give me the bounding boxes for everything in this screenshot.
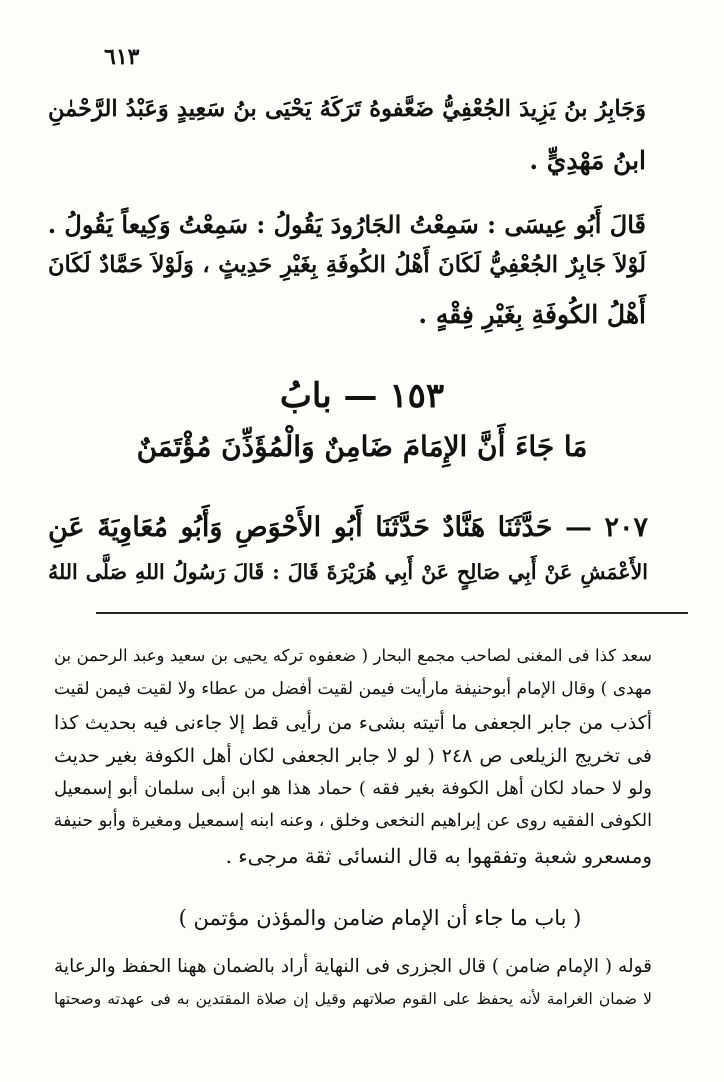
hadith-line: ٢٠٧ — حَدَّثَنَا هَنَّادٌ حَدَّثَنَا أَبُو الأَحْوَصِ وَأَبُو مُعَاوِيَةَ عَنِ (48, 512, 648, 543)
footnote-separator (96, 612, 688, 614)
footnote-line: مهدى ) وقال الإمام أبوحنيفة مارأيت فيمن لقيت أفضل من عطاء ولا لقيت فيمن لقيت (54, 679, 652, 699)
main-text-line: ابنُ مَهْدِيٍّ . (529, 146, 646, 175)
main-text-line: قَالَ أَبُو عِيسَى : سَمِعْتُ الجَارُودَ يَقُولُ : سَمِعْتُ وَكِيعاً يَقُولُ . (47, 210, 646, 239)
footnote-line: لا ضمان الغرامة لأنه يحفظ على القوم صلاتهم وقيل إن صلاة المقتدين به فى عهدته وصحتها (54, 990, 652, 1008)
footnote-line: سعد كذا فى المغنى لصاحب مجمع البحار ( ضعفوه تركه يحيى بن سعيد وعبد الرحمن بن (54, 646, 652, 665)
main-text-line: أَهْلُ الكُوفَةِ بِغَيْرِ فِقْهٍ . (418, 300, 646, 329)
hadith-line: الأَعْمَشِ عَنْ أَبِي صَالِحٍ عَنْ أَبِي هُرَيْرَةَ قَالَ : قَالَ رَسُولُ اللهِ صَلَّى اللهُ (48, 560, 648, 584)
footnote-line: ولو لا حماد لكان أهل الكوفة بغير فقه ) حماد هذا هو ابن أبى سلمان أبو إسمعيل (54, 778, 652, 799)
footnote-line: ومسعرو شعبة وتفقهوا به قال النسائى ثقة مرجىء . (225, 844, 652, 868)
footnote-line: قوله ( الإمام ضامن ) قال الجزرى فى النهاية أراد بالضمان ههنا الحفظ والرعاية (54, 956, 652, 977)
footnote-section-heading: ( باب ما جاء أن الإمام ضامن والمؤذن مؤتمن ) (178, 906, 582, 930)
chapter-subtitle: مَا جَاءَ أَنَّ الإِمَامَ ضَامِنٌ وَالْمُؤَذِّنَ مُؤْتَمَنٌ (136, 430, 588, 463)
footnote-line: الكوفى الفقيه روى عن إبراهيم النخعى وخلق ، وعنه ابنه إسمعيل ومغيرة وأبو حنيفة (53, 811, 652, 831)
chapter-heading: ١٥٣ — بابُ (279, 376, 445, 416)
page-number: ٦١٣ (104, 44, 140, 70)
footnote-line: أكذب من جابر الجعفى ما أتيته بشىء من رأيى قط إلا جاءنى فيه بحديث كذا (54, 712, 652, 734)
main-text-line: وَجَابِرُ بنُ يَزِيدَ الجُعْفِيُّ ضَعَّفوهُ تَرَكَهُ يَحْيَى بنُ سَعِيدٍ وَعَبْدُ الرَّحْمٰنِ (48, 96, 646, 122)
footnote-line: فى تخريج الزيلعى ص ٢٤٨ ( لو لا جابر الجعفى لكان أهل الكوفة بغير حديث (54, 745, 652, 767)
main-text-line: لَوْلاَ جَابِرٌ الجُعْفِيُّ لَكَانَ أَهْلُ الكُوفَةِ بِغَيْرِ حَدِيثٍ ، وَلَوْلاَ حَمَّادٌ لَكَانَ (48, 252, 646, 278)
